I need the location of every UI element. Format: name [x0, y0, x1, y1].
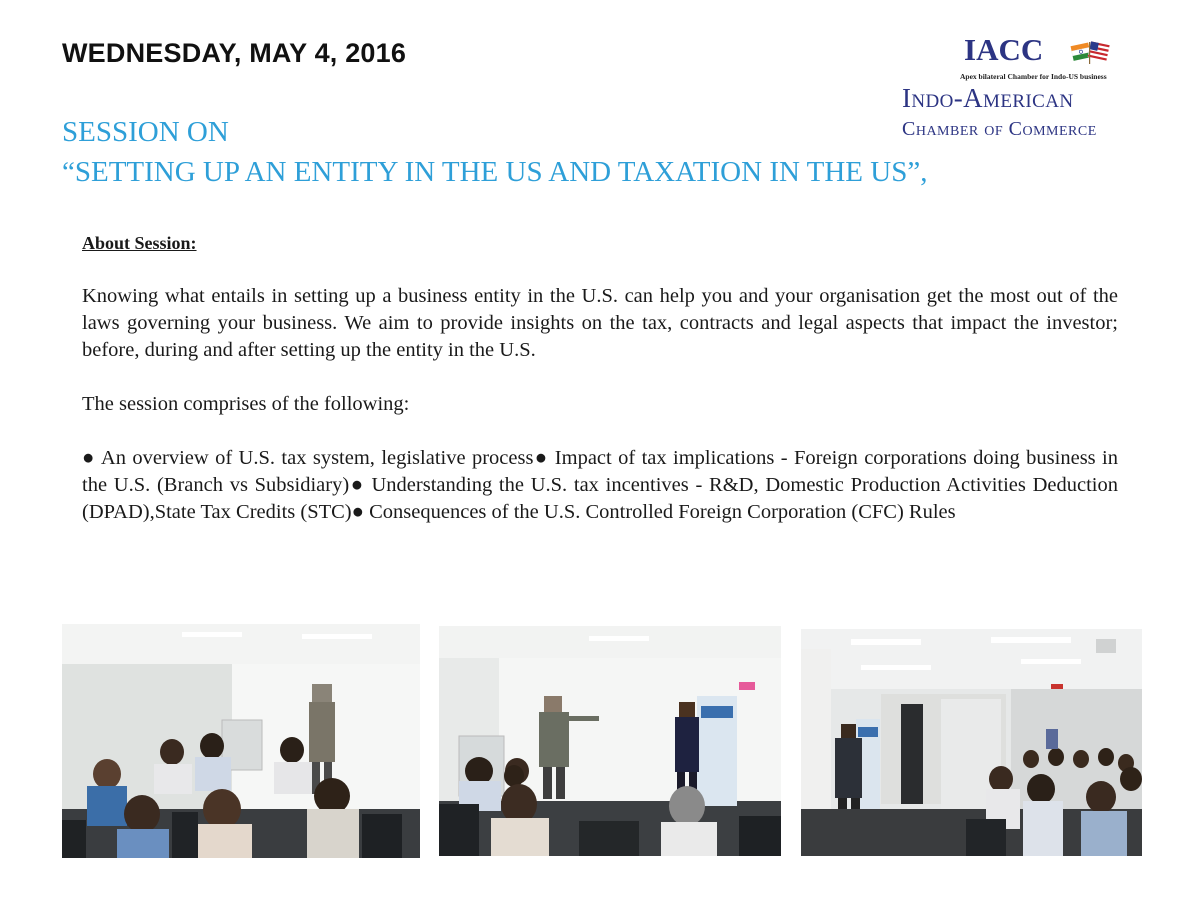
about-comprises: The session comprises of the following:: [82, 393, 410, 415]
logo-name-line2: Chamber of Commerce: [902, 118, 1097, 140]
about-topics: ● An overview of U.S. tax system, legislative process● Impact of tax implications - Foreign corporations doing business in the U.S. (Branch vs Subsidiary)● Understanding the U.S. tax incentives - R&D, Domestic Production Activities Deduction (DPAD),State Tax Credits (STC)● Consequences of the U.S. Controlled Foreign Corporation (CFC) Rules: [82, 447, 1118, 523]
session-label: SESSION ON: [62, 116, 229, 148]
about-heading: About Session:: [82, 233, 197, 253]
logo-tagline: Apex bilateral Chamber for Indo-US business: [960, 72, 1107, 81]
india-us-flags-icon: [1070, 38, 1110, 66]
event-date: WEDNESDAY, MAY 4, 2016: [62, 38, 407, 68]
about-section: [82, 230, 1118, 526]
session-title: “SETTING UP AN ENTITY IN THE US AND TAXATION IN THE US”,: [62, 156, 928, 188]
session-photo-2: [439, 626, 781, 856]
logo-name-line1: Indo-American: [902, 83, 1074, 113]
about-intro: Knowing what entails in setting up a business entity in the U.S. can help you and your organisation get the most out of the laws governing your business. We aim to provide insights on the tax, contracts and legal aspects that impact the investor; before, during and after setting up the entity in the U.S.: [82, 285, 1118, 361]
session-photo-3: [801, 629, 1142, 856]
iacc-logo: [872, 32, 1164, 144]
logo-acronym: IACC: [964, 32, 1044, 67]
session-photo-1: [62, 624, 420, 858]
